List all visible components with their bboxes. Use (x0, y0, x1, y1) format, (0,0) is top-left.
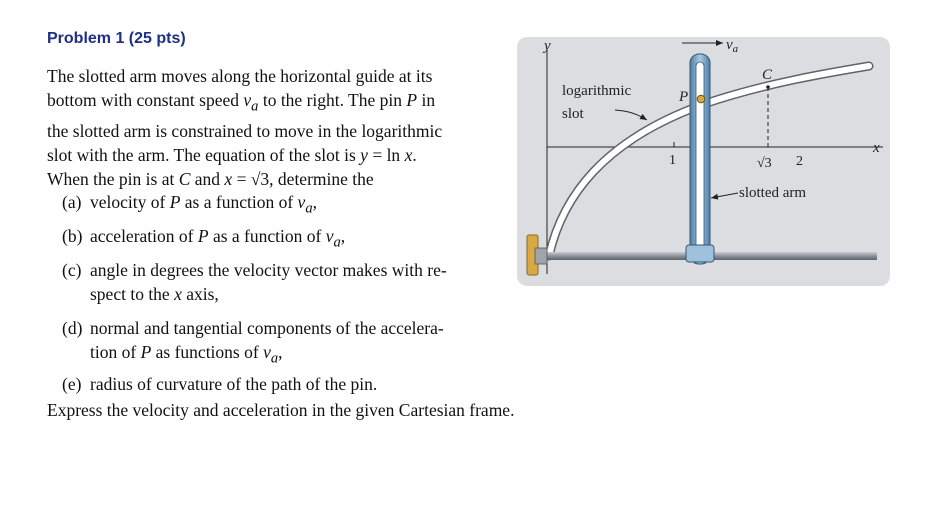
part-e: (e) radius of curvature of the path of the pin. (62, 374, 378, 394)
arm-slider-block (686, 245, 714, 262)
velocity-label: $v_a$ (726, 37, 739, 55)
slot-label-line-2: slot (562, 106, 584, 122)
part-d: (d) normal and tangential components of the accelera- tion of P as functions of $v_a$, (62, 318, 444, 367)
part-a: (a) velocity of P as a function of $v_a$, (62, 192, 317, 217)
statement-line-5: When the pin is at C and x = √3, determine the (47, 168, 374, 189)
point-c-label: C (762, 67, 773, 83)
statement-line-2: bottom with constant speed $v_a$ to the right. The pin P in (47, 90, 436, 115)
y-axis-label: y (544, 38, 551, 54)
arm-label: slotted arm (739, 185, 807, 201)
point-c-marker (766, 85, 770, 89)
pin-p (697, 95, 705, 103)
statement-line-3: the slotted arm is constrained to move in the logarithmic (47, 120, 443, 141)
pin-p-label: P (679, 89, 689, 105)
problem-statement (47, 64, 507, 191)
final-instruction: Express the velocity and acceleration in the given Cartesian frame. (47, 400, 515, 420)
arm-slot (696, 62, 704, 254)
tick-label-2: 2 (796, 154, 803, 169)
part-c: (c) angle in degrees the velocity vector makes with re- spect to the x axis, (62, 260, 447, 304)
slotted-arm-figure (517, 28, 890, 286)
tick-label-sqrt3: √3 (757, 156, 772, 171)
statement-line-4: slot with the arm. The equation of the slot is y = ln x. (47, 144, 417, 165)
problem-title: Problem 1 (25 pts) (47, 30, 186, 47)
tick-label-1: 1 (669, 153, 676, 168)
part-b: (b) acceleration of P as a function of $v_a$, (62, 226, 346, 251)
guide-support-clamp (535, 248, 547, 264)
x-axis-label: x (873, 140, 880, 156)
slot-label-line-1: logarithmic (562, 83, 632, 99)
statement-line-1: The slotted arm moves along the horizontal guide at its (47, 66, 433, 86)
